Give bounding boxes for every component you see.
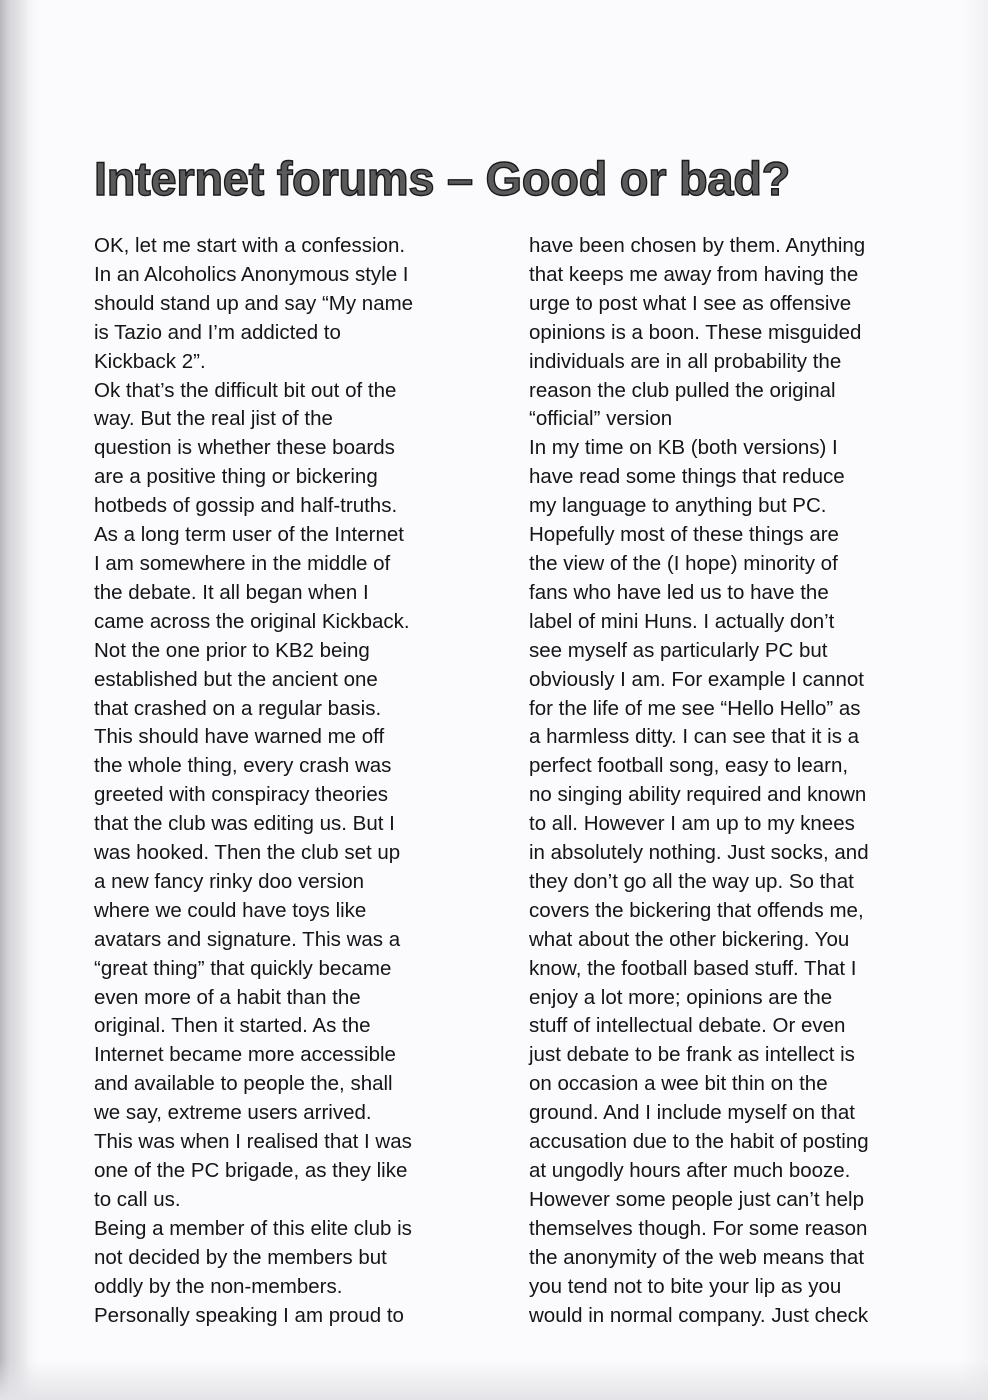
article-text-line: should stand up and say “My name bbox=[94, 291, 414, 315]
article-text-line: that keeps me away from having the bbox=[529, 262, 859, 286]
article-text-line: opinions is a boon. These misguided bbox=[529, 320, 862, 344]
article-text-line: established but the ancient one bbox=[94, 667, 378, 691]
article-text-line: avatars and signature. This was a bbox=[94, 927, 401, 951]
article-text-line: ground. And I include myself on that bbox=[529, 1101, 855, 1125]
article-text-line: have read some things that reduce bbox=[529, 465, 845, 489]
article-text-line: a harmless ditty. I can see that it is a bbox=[529, 725, 860, 749]
article-text-line: I am somewhere in the middle of bbox=[94, 551, 391, 575]
article-text-line: perfect football song, easy to learn, bbox=[529, 754, 849, 778]
article-text-line: on occasion a wee bit thin on the bbox=[529, 1072, 828, 1096]
article-title: Internet forums – Good or bad? bbox=[94, 152, 791, 205]
article-text-line: what about the other bickering. You bbox=[529, 927, 850, 951]
article-text-line: “great thing” that quickly became bbox=[94, 956, 392, 980]
article-text-line: However some people just can’t help bbox=[529, 1187, 865, 1211]
article-text-line: themselves though. For some reason bbox=[529, 1216, 868, 1240]
article-text-line: see myself as particularly PC but bbox=[529, 638, 828, 662]
article-text-line: This was when I realised that I was bbox=[94, 1130, 412, 1154]
article-text-line: they don’t go all the way up. So that bbox=[529, 869, 854, 893]
article-text-line: reason the club pulled the original bbox=[529, 378, 836, 402]
article-text-line: fans who have led us to have the bbox=[529, 580, 829, 604]
article-text-line: came across the original Kickback. bbox=[94, 609, 410, 633]
article-text-line: for the life of me see “Hello Hello” as bbox=[529, 696, 861, 720]
article-text-line: one of the PC brigade, as they like bbox=[94, 1159, 408, 1182]
article-text-line: question is whether these boards bbox=[94, 436, 395, 460]
article-text-line: This should have warned me off bbox=[94, 725, 385, 749]
article-text-line: the view of the (I hope) minority of bbox=[529, 551, 838, 575]
page-binding-shadow bbox=[0, 0, 30, 1400]
article-text-line: the debate. It all began when I bbox=[94, 580, 369, 604]
article-text-line: original. Then it started. As the bbox=[94, 1014, 371, 1038]
article-text-line: have been chosen by them. Anything bbox=[529, 234, 866, 257]
article-text-line: would in normal company. Just check bbox=[529, 1303, 869, 1327]
article-text-line: you tend not to bite your lip as you bbox=[529, 1274, 842, 1298]
article-text-line: my language to anything but PC. bbox=[529, 494, 827, 518]
article-text-line: we say, extreme users arrived. bbox=[94, 1101, 372, 1125]
article-text-line: are a positive thing or bickering bbox=[94, 465, 378, 489]
article-text-line: to all. However I am up to my knees bbox=[529, 812, 855, 836]
article-text-line: In an Alcoholics Anonymous style I bbox=[94, 262, 409, 286]
article-text-line: not decided by the members but bbox=[94, 1245, 387, 1269]
article-text-line: urge to post what I see as offensive bbox=[529, 291, 852, 315]
article-text-line: In my time on KB (both versions) I bbox=[529, 436, 838, 460]
article-text-line: Ok that’s the difficult bit out of the bbox=[94, 378, 397, 402]
article-text-line: just debate to be frank as intellect is bbox=[529, 1043, 855, 1067]
article-text-line: accusation due to the habit of posting bbox=[529, 1130, 869, 1154]
article-text-line: and available to people the, shall bbox=[94, 1072, 393, 1096]
article-column-left bbox=[94, 232, 504, 1330]
article-text-line: Being a member of this elite club is bbox=[94, 1216, 412, 1240]
article-text-line: no singing ability required and known bbox=[529, 783, 867, 807]
article-column-right bbox=[529, 232, 949, 1330]
article-text-line: label of mini Huns. I actually don’t bbox=[529, 609, 835, 633]
article-text-line: enjoy a lot more; opinions are the bbox=[529, 985, 833, 1009]
article-text-line: that crashed on a regular basis. bbox=[94, 696, 382, 720]
article-text-line: is Tazio and I’m addicted to bbox=[94, 320, 341, 344]
article-text-line: Internet became more accessible bbox=[94, 1043, 396, 1067]
article-text-line: the anonymity of the web means that bbox=[529, 1245, 865, 1269]
article-text-line: the whole thing, every crash was bbox=[94, 754, 392, 778]
article-text-line: OK, let me start with a confession. bbox=[94, 234, 406, 257]
article-text-line: was hooked. Then the club set up bbox=[94, 841, 401, 865]
article-text-line: in absolutely nothing. Just socks, and bbox=[529, 841, 869, 865]
article-text-line: that the club was editing us. But I bbox=[94, 812, 395, 836]
article-text-line: As a long term user of the Internet bbox=[94, 523, 404, 547]
article-text-line: a new fancy rinky doo version bbox=[94, 869, 365, 893]
article-text-line: Personally speaking I am proud to bbox=[94, 1303, 404, 1327]
article-text-line: to call us. bbox=[94, 1187, 181, 1211]
article-text-line: hotbeds of gossip and half-truths. bbox=[94, 494, 398, 518]
article-text-line: where we could have toys like bbox=[94, 898, 367, 922]
article-text-line: Hopefully most of these things are bbox=[529, 523, 839, 547]
article-text-line: oddly by the non-members. bbox=[94, 1274, 343, 1298]
article-text-line: “official” version bbox=[529, 407, 673, 431]
article-text-line: Not the one prior to KB2 being bbox=[94, 638, 370, 662]
article-text-line: at ungodly hours after much booze. bbox=[529, 1159, 851, 1182]
article-text-line: stuff of intellectual debate. Or even bbox=[529, 1014, 846, 1038]
article-text-line: covers the bickering that offends me, bbox=[529, 898, 864, 922]
article-text-line: individuals are in all probability the bbox=[529, 349, 842, 373]
article-text-line: Kickback 2”. bbox=[94, 349, 206, 373]
article-text-line: way. But the real jist of the bbox=[94, 407, 333, 431]
article-text-line: know, the football based stuff. That I bbox=[529, 956, 857, 980]
article-text-line: obviously I am. For example I cannot bbox=[529, 667, 864, 691]
article-text-line: even more of a habit than the bbox=[94, 985, 361, 1009]
article-text-line: greeted with conspiracy theories bbox=[94, 783, 388, 807]
page-bottom-shadow bbox=[0, 1360, 988, 1400]
